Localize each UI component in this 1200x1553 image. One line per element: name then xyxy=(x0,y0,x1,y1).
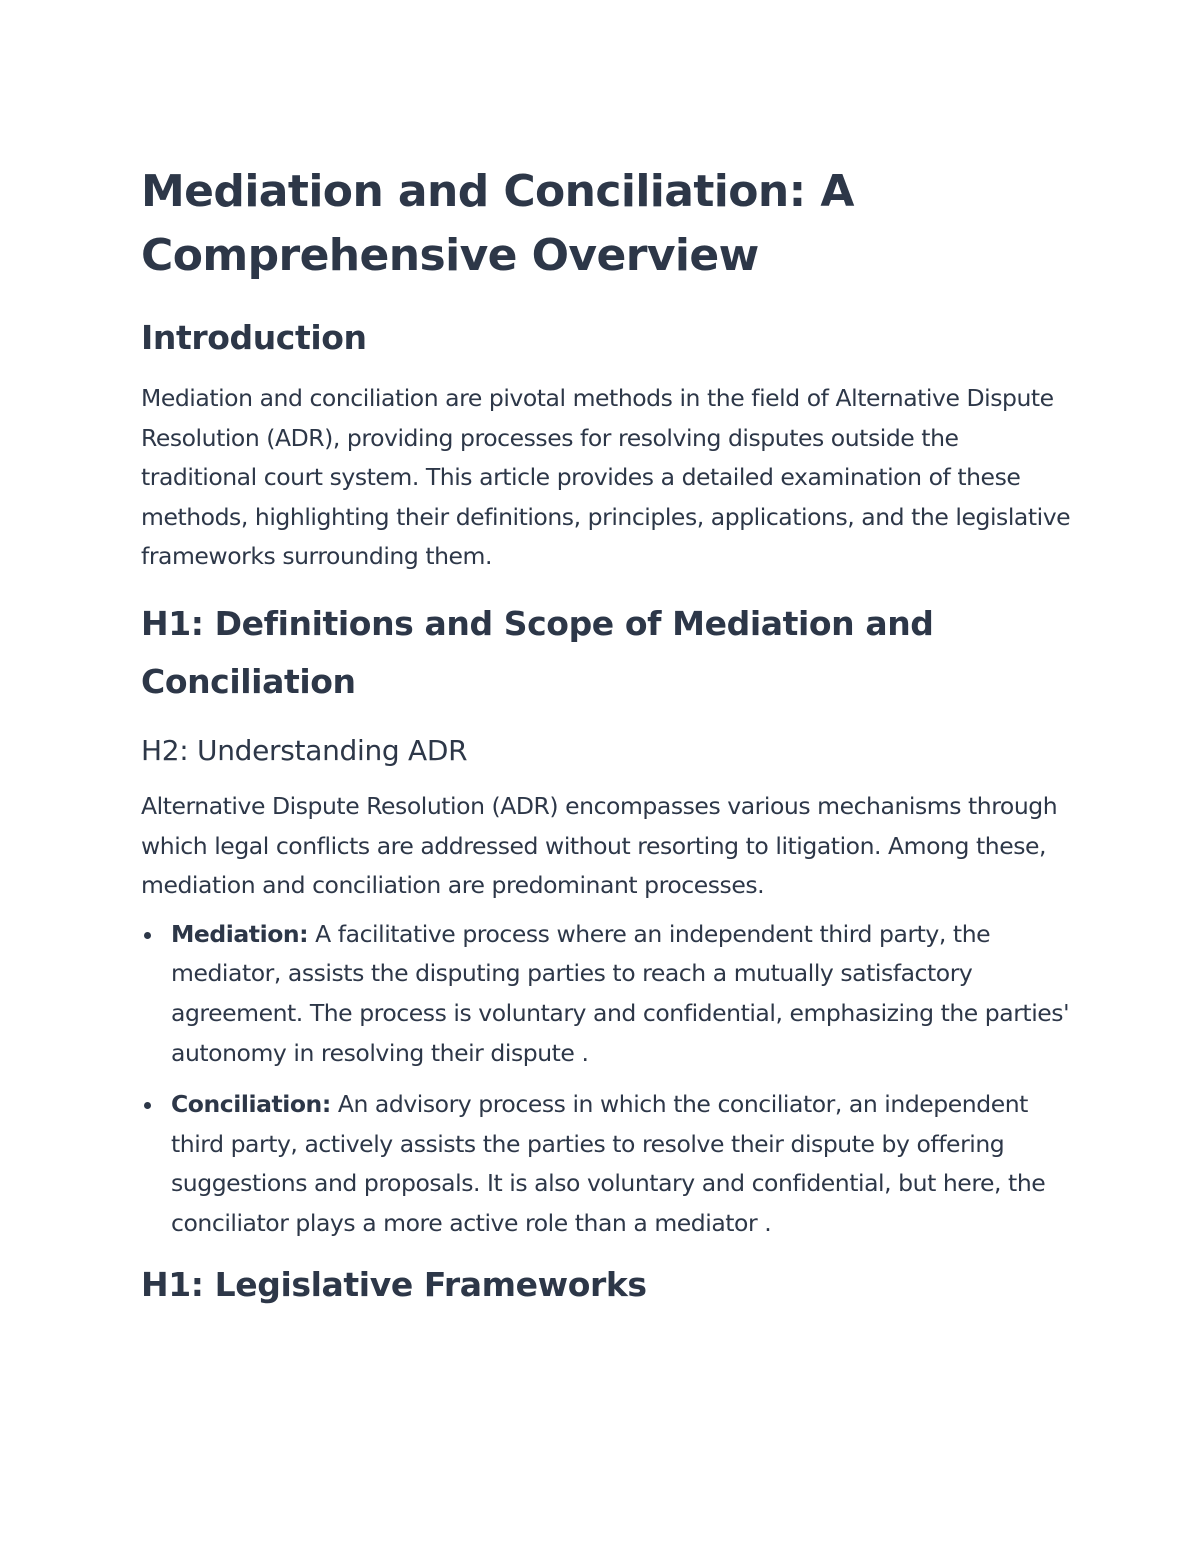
adr-paragraph: Alternative Dispute Resolution (ADR) encompasses various mechanisms through which legal conflicts are addressed without resorting to litigation. Among these, mediation and conciliation are predominant processes. xyxy=(141,791,1058,900)
document-title: Mediation and Conciliation: A Comprehensive Overview xyxy=(141,166,854,281)
bullet-term-conciliation: Conciliation: xyxy=(171,1090,331,1119)
bullet-text-mediation: A facilitative process where an independent third party, the mediator, assists the disputing parties to reach a mutually satisfactory agreement. The process is voluntary and confidential, emphasizing the parties' autonomy in resolving their dispute . xyxy=(171,919,1070,1067)
bullet-term-mediation: Mediation: xyxy=(171,919,309,948)
document-page xyxy=(141,160,1071,1314)
bullet-text-conciliation: An advisory process in which the conciliator, an independent third party, actively assists the parties to resolve their dispute by offering suggestions and proposals. It is also voluntary and confidential, but here, the conciliator plays a more active role than a mediator . xyxy=(171,1090,1046,1237)
introduction-paragraph: Mediation and conciliation are pivotal methods in the field of Alternative Dispute Resolution (ADR), providing processes for resolving disputes outside the traditional court system. This article provides a detailed examination of these methods, highlighting their definitions, principles, applications, and the legislative frameworks surrounding them. xyxy=(141,384,1071,571)
introduction-heading: Introduction xyxy=(141,318,367,357)
legislative-section-heading: H1: Legislative Frameworks xyxy=(141,1264,647,1304)
list-item xyxy=(141,1085,1071,1243)
definitions-bullet-list xyxy=(141,915,1071,1244)
understanding-adr-heading: H2: Understanding ADR xyxy=(141,733,468,767)
definitions-section-heading: H1: Definitions and Scope of Mediation and Conciliation xyxy=(141,603,934,701)
bullet-icon xyxy=(144,1102,151,1109)
bullet-icon xyxy=(144,932,151,939)
list-item xyxy=(141,915,1071,1073)
